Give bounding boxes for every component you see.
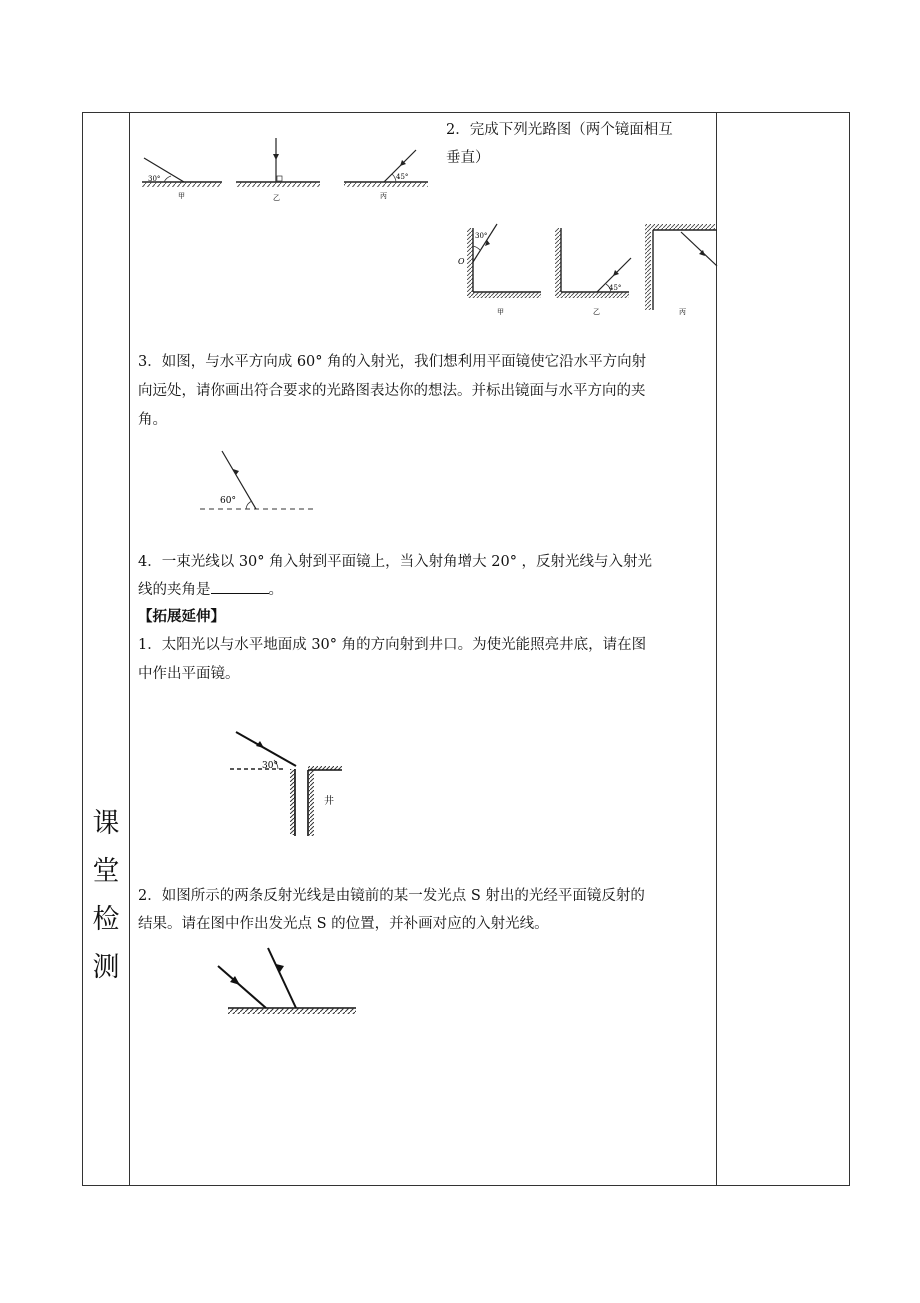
figure-label-bing: 丙	[380, 192, 387, 200]
figure-three-mirrors	[140, 130, 440, 210]
figure-perpendicular-mirrors	[455, 220, 717, 320]
angle-label-30: 30°	[262, 761, 278, 771]
figure-label-jia: 甲	[178, 192, 185, 200]
column-divider-left	[129, 112, 130, 1186]
figure-label-jia: 甲	[497, 308, 504, 316]
angle-label-45: 45°	[396, 173, 409, 181]
q4-line2	[138, 576, 283, 604]
side-label-char: 堂	[92, 856, 120, 887]
q3-line3: 角。	[138, 412, 167, 428]
q3-line2: 向远处，请你画出符合要求的光路图表达你的想法。并标出镜面与水平方向的夹	[138, 383, 646, 399]
q2-text-line2: 垂直）	[446, 150, 490, 166]
well-label: 井	[324, 796, 334, 807]
ext-q2-line2: 结果。请在图中作出发光点 S 的位置，并补画对应的入射光线。	[138, 916, 549, 932]
side-label-classroom-test	[86, 800, 126, 992]
angle-label-30: 30°	[148, 175, 161, 183]
side-label-char: 检	[92, 904, 120, 935]
figure-well	[226, 726, 346, 840]
point-o-label: O	[458, 257, 465, 266]
ext-q1-line2: 中作出平面镜。	[138, 666, 240, 682]
q4-line2-end: 。	[268, 582, 283, 598]
angle-label-60: 60°	[220, 496, 236, 506]
answer-blank[interactable]	[211, 577, 269, 594]
side-label-char: 课	[92, 808, 120, 839]
side-label-char: 测	[92, 952, 120, 983]
extension-heading: 【拓展延伸】	[138, 609, 225, 625]
angle-label-45: 45°	[609, 284, 622, 292]
figure-label-yi: 乙	[273, 194, 280, 202]
angle-label-30: 30°	[475, 232, 488, 240]
q2-text-line1: 2．完成下列光路图（两个镜面相互	[446, 122, 673, 138]
q4-line1: 4．一束光线以 30° 角入射到平面镜上，当入射角增大 20° ，反射光线与入射光	[138, 554, 653, 570]
figure-label-yi: 乙	[593, 308, 600, 316]
figure-label-bing: 丙	[679, 308, 686, 316]
figure-two-reflected-rays	[210, 942, 360, 1022]
q3-line1: 3．如图，与水平方向成 60° 角的入射光，我们想利用平面镜使它沿水平方向射	[138, 354, 647, 370]
ext-q1-line1: 1．太阳光以与水平地面成 30° 角的方向射到井口。为使光能照亮井底，请在图	[138, 637, 647, 653]
q4-line2-text: 线的夹角是	[138, 582, 211, 598]
ext-q2-line1: 2．如图所示的两条反射光线是由镜前的某一发光点 S 射出的光经平面镜反射的	[138, 888, 645, 904]
figure-60-degree-ray	[196, 445, 326, 517]
